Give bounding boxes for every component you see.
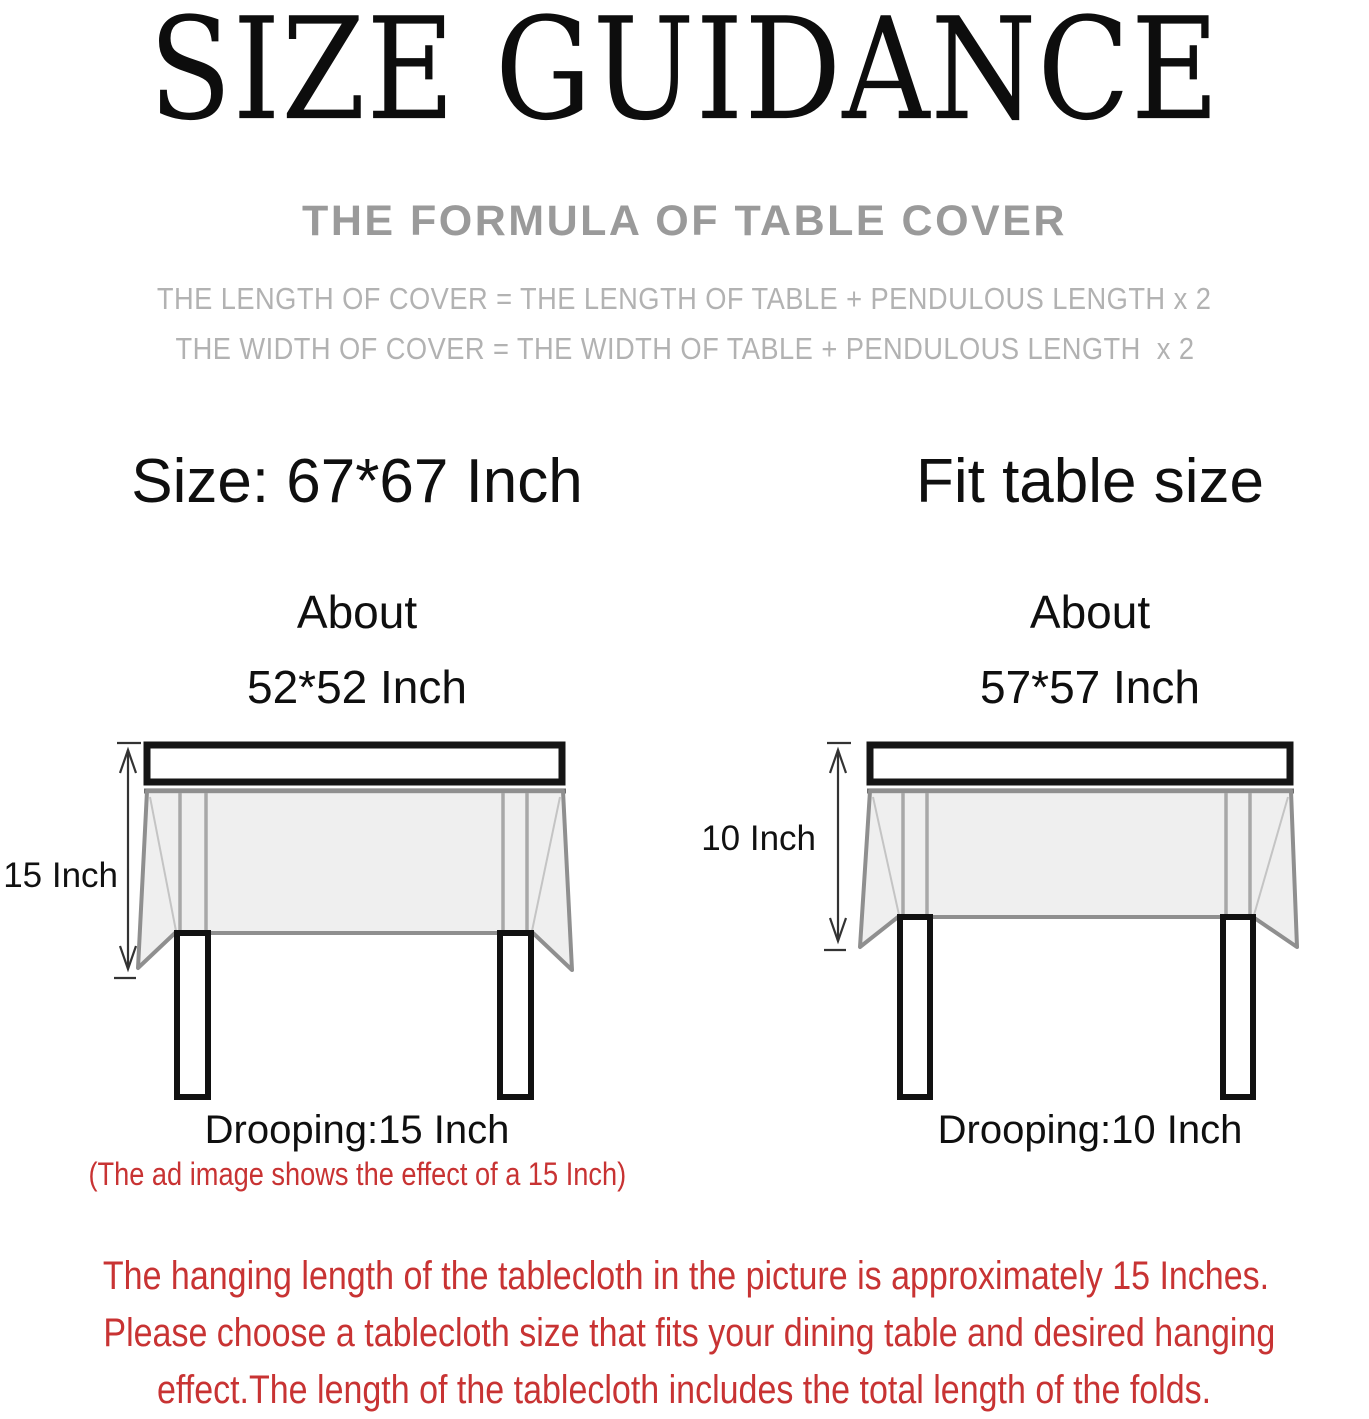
right-drooping-caption: Drooping:10 Inch: [937, 1108, 1243, 1152]
right-measurement-arrow: [824, 743, 851, 950]
right-table-leg-right: [1223, 917, 1253, 1097]
footer-line-1: [0, 1248, 1369, 1305]
formula-line-1-text: THE LENGTH OF COVER = THE LENGTH OF TABLE + PENDULOUS LENGTH x 2: [157, 281, 1212, 316]
page-title: SIZE GUIDANCE: [148, 0, 1221, 152]
left-table-size: 52*52 Inch: [247, 661, 467, 713]
right-table-top: [870, 745, 1290, 782]
footer-line-3: [0, 1362, 1369, 1419]
left-table-top: [147, 745, 562, 782]
left-table-leg-left: [177, 933, 208, 1097]
left-table-diagram: [0, 735, 620, 1105]
footer-note: [0, 1248, 1369, 1419]
formula-heading: THE FORMULA OF TABLE COVER: [302, 197, 1067, 245]
left-drooping-caption: Drooping:15 Inch: [204, 1108, 510, 1152]
footer-line-2: [0, 1305, 1369, 1362]
formula-line-2: [0, 331, 1369, 367]
left-table-leg-right: [500, 933, 531, 1097]
left-ad-note-text: (The ad image shows the effect of a 15 Inch): [88, 1156, 626, 1192]
right-table-leg-left: [900, 917, 930, 1097]
right-column-heading: Fit table size: [915, 447, 1265, 516]
formula-line-1: [0, 281, 1369, 317]
footer-line-3-text: effect.The length of the tablecloth includes the total length of the folds.: [157, 1368, 1212, 1412]
left-measurement-arrow: [114, 743, 141, 978]
right-about-label: About: [1029, 586, 1151, 638]
right-drop-label: 10 Inch: [701, 819, 816, 858]
footer-line-2-text: Please choose a tablecloth size that fits your dining table and desired hanging: [103, 1311, 1276, 1355]
left-column-heading: Size: 67*67 Inch: [131, 447, 583, 516]
left-about-label: About: [296, 586, 418, 638]
right-table-size: 57*57 Inch: [980, 661, 1200, 713]
left-ad-note: [32, 1156, 682, 1193]
footer-line-1-text: The hanging length of the tablecloth in the picture is approximately 15 Inches.: [102, 1254, 1270, 1298]
formula-line-2-text: THE WIDTH OF COVER = THE WIDTH OF TABLE + PENDULOUS LENGTH x 2: [174, 331, 1195, 366]
left-drop-label: 15 Inch: [3, 856, 118, 895]
right-table-diagram: [680, 735, 1369, 1105]
